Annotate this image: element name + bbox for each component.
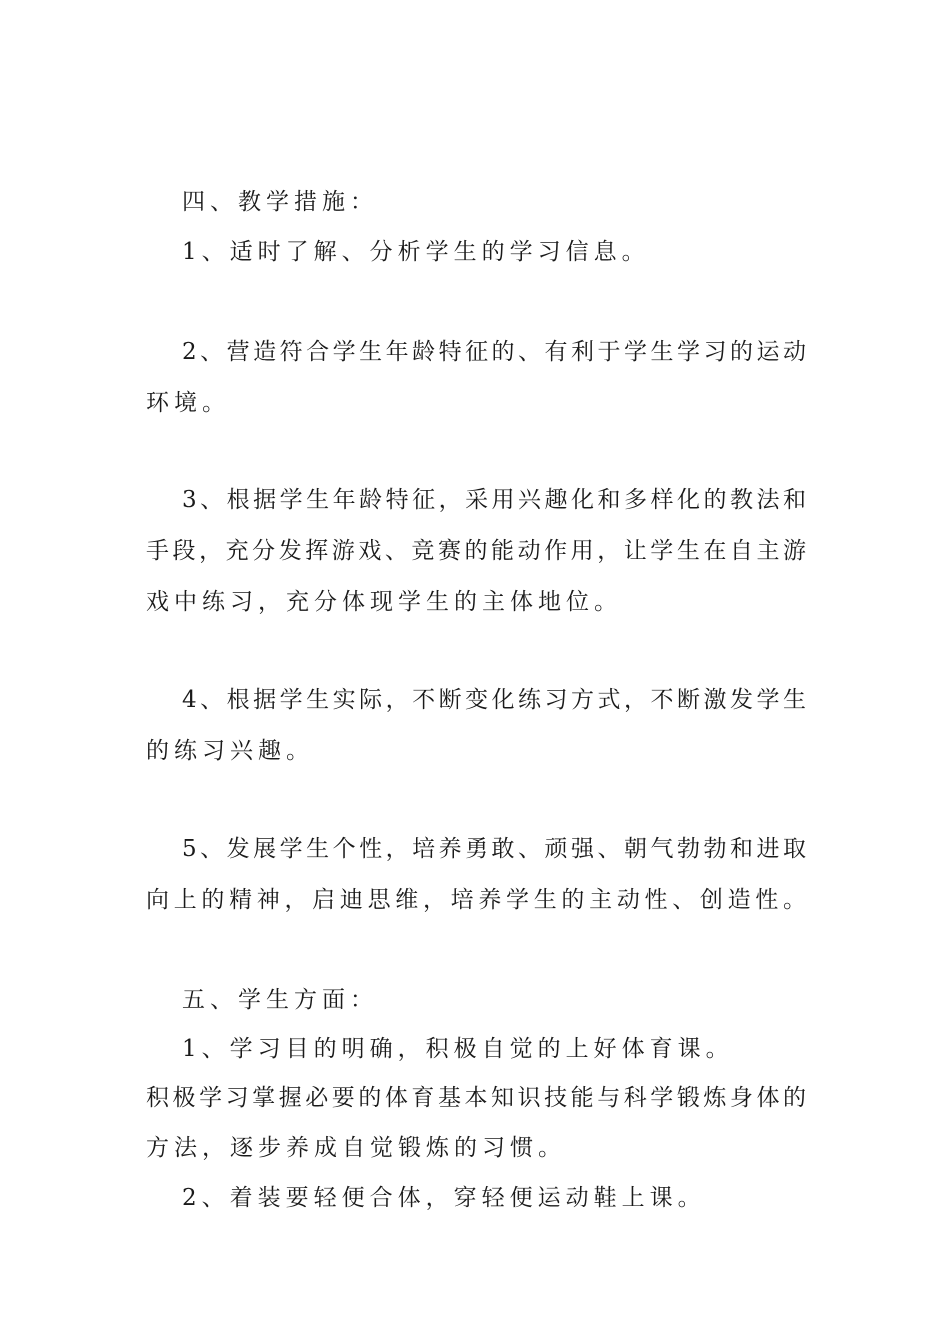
- measure-item-5-line-1: 5、发展学生个性，培养勇敢、顽强、朝气勃勃和进取: [182, 836, 806, 862]
- measure-item-2-line-2: 环境。: [146, 390, 230, 416]
- measure-item-3-line-3: 戏中练习，充分体现学生的主体地位。: [146, 589, 622, 615]
- measure-item-1: 1、适时了解、分析学生的学习信息。: [182, 239, 650, 265]
- measure-item-3-line-1: 3、根据学生年龄特征，采用兴趣化和多样化的教法和: [182, 487, 806, 513]
- student-item-1-continuation-line-1: 积极学习掌握必要的体育基本知识技能与科学锻炼身体的: [146, 1085, 806, 1111]
- student-item-1: 1、学习目的明确，积极自觉的上好体育课。: [182, 1036, 734, 1062]
- student-item-2: 2、着装要轻便合体，穿轻便运动鞋上课。: [182, 1185, 706, 1211]
- student-item-1-continuation-line-2: 方法，逐步养成自觉锻炼的习惯。: [146, 1135, 566, 1161]
- measure-item-5-line-2: 向上的精神，启迪思维，培养学生的主动性、创造性。: [146, 887, 806, 913]
- measure-item-2-line-1: 2、营造符合学生年龄特征的、有利于学生学习的运动: [182, 339, 806, 365]
- section-heading-teaching-measures: 四、教学措施：: [182, 189, 378, 215]
- measure-item-4-line-1: 4、根据学生实际，不断变化练习方式，不断激发学生: [182, 687, 806, 713]
- measure-item-3-line-2: 手段，充分发挥游戏、竞赛的能动作用，让学生在自主游: [146, 538, 806, 564]
- measure-item-4-line-2: 的练习兴趣。: [146, 738, 314, 764]
- section-heading-student-aspects: 五、学生方面：: [182, 987, 378, 1013]
